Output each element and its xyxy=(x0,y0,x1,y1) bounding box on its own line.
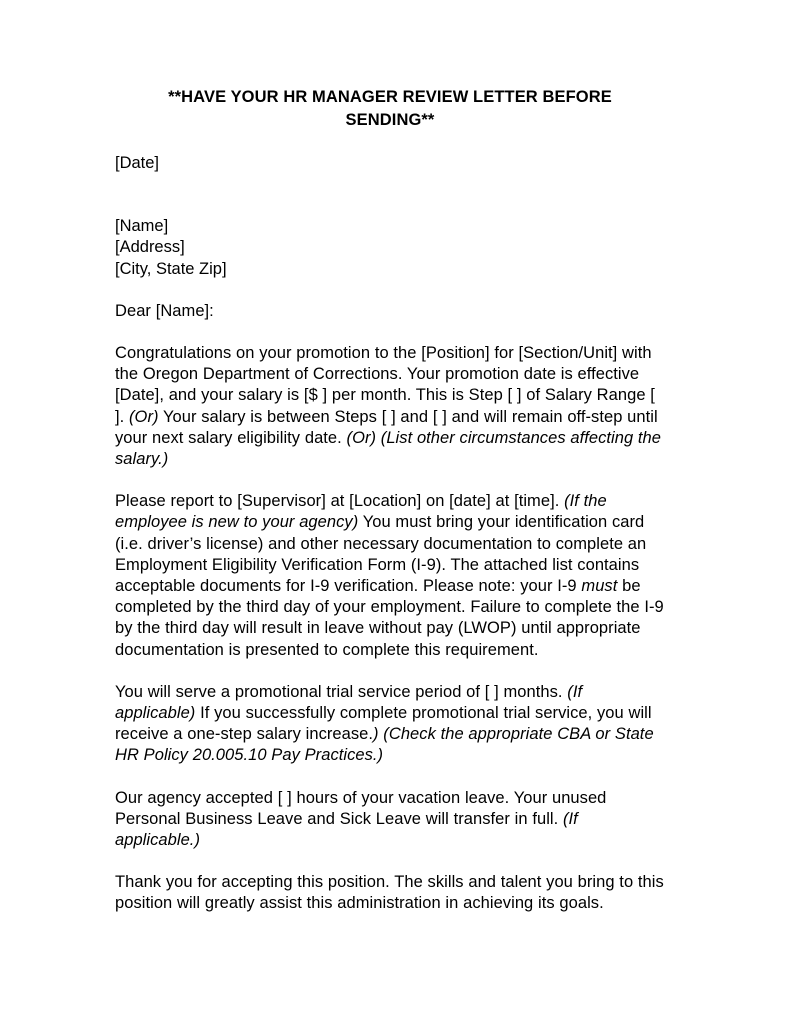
letter-title: **HAVE YOUR HR MANAGER REVIEW LETTER BEFORE SENDING** xyxy=(168,88,612,129)
p4-segment-1: Our agency accepted [ ] hours of your vacation leave. Your unused Personal Business Leave and Sick Leave will transfer in full. xyxy=(115,788,607,828)
spacer xyxy=(115,174,665,195)
spacer xyxy=(115,280,665,301)
spacer xyxy=(115,322,665,343)
paragraph-closing-thanks xyxy=(115,872,665,914)
p5-segment-1: Thank you for accepting this position. The skills and talent you bring to this position will greatly assist this administration in achieving its goals. xyxy=(115,873,664,913)
p3-if-applicable-italic: (If applicable) xyxy=(115,682,583,723)
recipient-name: [Name] xyxy=(115,217,169,236)
p3-segment-3: If you successfully complete promotional trial service, you will receive a one-step salary increase. xyxy=(115,704,652,744)
paragraph-leave-transfer xyxy=(115,788,665,852)
recipient-address: [Address] xyxy=(115,238,185,257)
p2-must-italic: must xyxy=(581,577,618,596)
p3-check-cba-italic: ) (Check the appropriate CBA or State HR Policy 20.005.10 Pay Practices.) xyxy=(115,725,654,765)
p1-segment-1: Congratulations on your promotion to the [Position] for [Section/Unit] with the Oregon Department of Corrections. Your promotion date is effective [Date], and your salary is [$ ] per month. This is Step [ ] of Salary Range [ ]. xyxy=(115,344,655,426)
paragraph-trial-service xyxy=(115,682,665,767)
p2-if-new-employee-italic: (If the employee is new to your agency) xyxy=(115,492,607,532)
spacer xyxy=(115,132,665,153)
p1-or-list-italic: (Or) (List other circumstances affecting the salary.) xyxy=(115,428,662,469)
letter-body xyxy=(115,86,665,915)
paragraph-report-instructions xyxy=(115,491,665,661)
paragraph-congratulations xyxy=(115,343,665,470)
p1-or-italic: (Or) xyxy=(129,407,159,426)
p2-segment-1: Please report to [Supervisor] at [Location] on [date] at [time]. xyxy=(115,492,565,511)
date-placeholder: [Date] xyxy=(115,154,160,172)
spacer xyxy=(115,767,665,788)
recipient-city-state-zip: [City, State Zip] xyxy=(115,259,227,278)
spacer xyxy=(115,661,665,682)
spacer xyxy=(115,851,665,872)
salutation: Dear [Name]: xyxy=(115,301,214,320)
p2-segment-3: You must bring your identification card (i.e. driver’s license) and other necessary documentation to complete an Employment Eligibility Verification Form (I-9). The attached list contains acceptable documents for I-9 verification. Please note: your I-9 xyxy=(115,513,647,596)
p1-segment-3: Your salary is between Steps [ ] and [ ] and will remain off-step until your next salary eligibility date. xyxy=(115,407,658,447)
p4-if-applicable-italic: (If applicable.) xyxy=(115,809,578,850)
spacer xyxy=(115,195,665,216)
p3-segment-1: You will serve a promotional trial service period of [ ] months. xyxy=(115,682,568,701)
p2-segment-5: be completed by the third day of your employment. Failure to complete the I-9 by the third day will result in leave without pay (LWOP) until appropriate documentation is presented to complete this requirement. xyxy=(115,577,664,659)
spacer xyxy=(115,470,665,491)
